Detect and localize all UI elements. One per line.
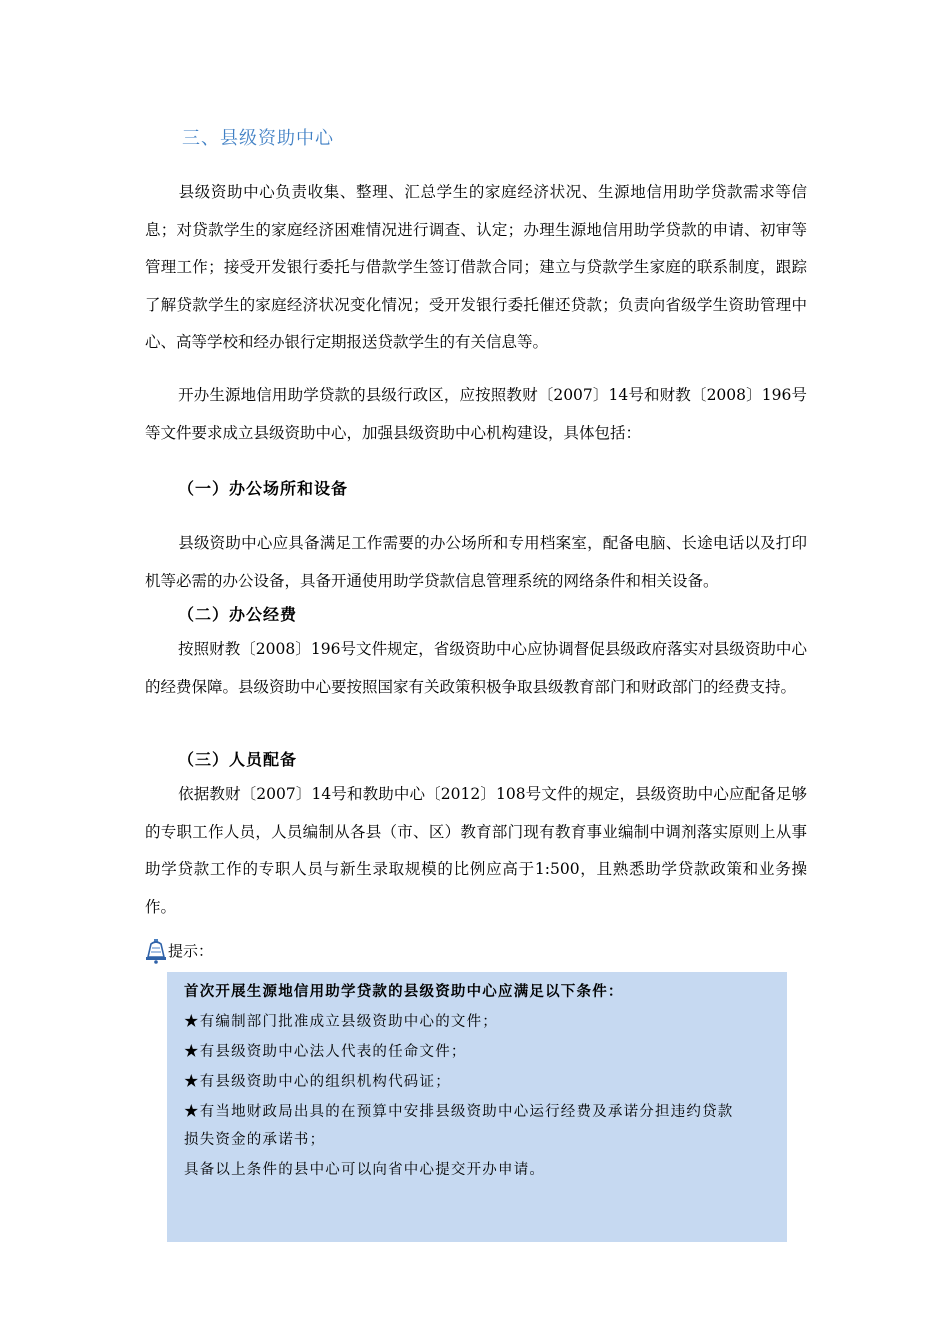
tip-label: 提示： xyxy=(168,941,214,960)
subsection-1-text: 县级资助中心应具备满足工作需要的办公场所和专用档案室，配备电脑、长途电话以及打印机等必需的办公设备，具备开通使用助学贷款信息管理系统的网络条件和相关设备。 xyxy=(145,534,807,590)
subsection-2-text: 按照财教〔2008〕196号文件规定，省级资助中心应协调督促县级政府落实对县级资助中心的经费保障。县级资助中心要按照国家有关政策积极争取县级教育部门和财政部门的经费支持。 xyxy=(145,640,807,696)
section-title: 三、县级资助中心 xyxy=(182,128,334,149)
subsection-3-text: 依据教财〔2007〕14号和教助中心〔2012〕108号文件的规定，县级资助中心应配备足够的专职工作人员，人员编制从各县（市、区）教育部门现有教育事业编制中调剂落实原则上从事助学贷款工作的专职人员与新生录取规模的比例应高于1:500，且熟悉助学贷款政策和业务操作。 xyxy=(145,785,807,916)
tip-line-4: ★有当地财政局出具的在预算中安排县级资助中心运行经费及承诺分担违约贷款 xyxy=(184,1104,734,1120)
tip-line-3: ★有县级资助中心的组织机构代码证； xyxy=(184,1074,451,1090)
subsection-3-paragraph xyxy=(145,776,807,926)
tip-line-closing: 具备以上条件的县中心可以向省中心提交开办申请。 xyxy=(184,1162,546,1178)
paragraph-2-text: 开办生源地信用助学贷款的县级行政区，应按照教财〔2007〕14号和财教〔2008〕196号等文件要求成立县级资助中心，加强县级资助中心机构建设，具体包括： xyxy=(145,386,807,442)
subsection-2-paragraph xyxy=(145,631,807,706)
tip-line-1: ★有编制部门批准成立县级资助中心的文件； xyxy=(184,1014,498,1030)
tip-box xyxy=(167,972,787,1242)
paragraph-2 xyxy=(145,377,807,452)
tip-line-2: ★有县级资助中心法人代表的任命文件； xyxy=(184,1044,467,1060)
paragraph-1-text: 县级资助中心负责收集、整理、汇总学生的家庭经济状况、生源地信用助学贷款需求等信息；对贷款学生的家庭经济困难情况进行调查、认定；办理生源地信用助学贷款的申请、初审等管理工作；接受开发银行委托与借款学生签订借款合同；建立与贷款学生家庭的联系制度，跟踪了解贷款学生的家庭经济状况变化情况；受开发银行委托催还贷款；负责向省级学生资助管理中心、高等学校和经办银行定期报送贷款学生的有关信息等。 xyxy=(145,183,807,351)
subsection-3-heading: （三）人员配备 xyxy=(178,750,298,769)
tip-bell-icon xyxy=(145,936,167,964)
subsection-1-paragraph xyxy=(145,525,807,600)
subsection-2-heading: （二）办公经费 xyxy=(178,605,298,624)
subsection-1-heading: （一）办公场所和设备 xyxy=(178,479,349,498)
tip-label-row xyxy=(145,936,213,964)
tip-line-heading: 首次开展生源地信用助学贷款的县级资助中心应满足以下条件： xyxy=(184,983,624,1000)
paragraph-1 xyxy=(145,174,807,362)
tip-line-4-cont: 损失资金的承诺书； xyxy=(184,1132,326,1148)
